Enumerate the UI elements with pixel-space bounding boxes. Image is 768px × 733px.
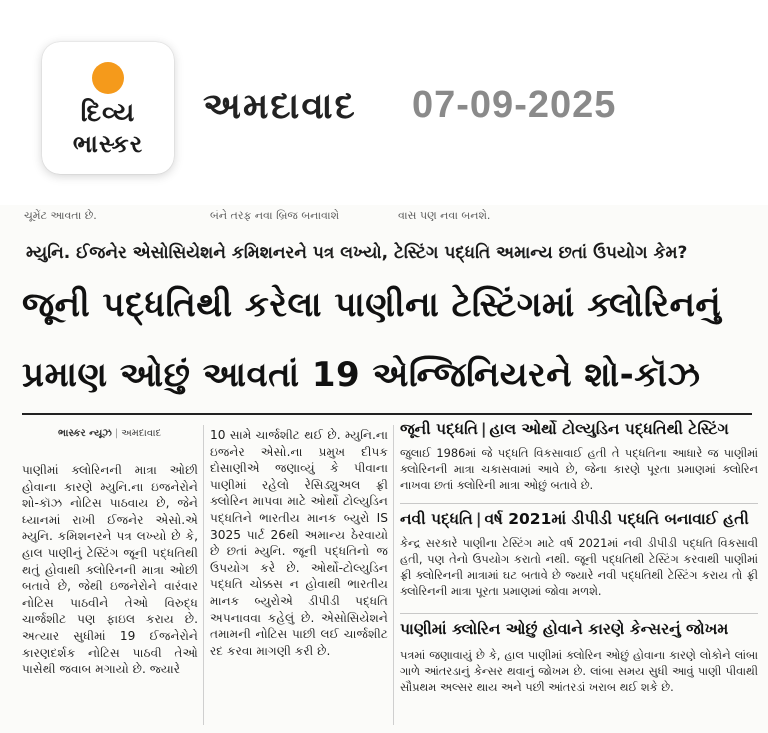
column-divider: [203, 425, 204, 725]
sidebar-heading-sub: હાલ ઓર્થો ટોલ્યુડિન પદ્ધતિથી ટેસ્ટિંગ: [489, 420, 729, 438]
sidebar-text-cancer-risk: પત્રમાં જણાવાયું છે કે, હાલ પાણીમાં ક્લોરિન ઓછું હોવાના કારણે લોકોને લાંબા ગાળે આંતરડાનું કેન્સર થવાનું જોખમ છે. લાંબા સમય સુધી આવું પાણી પીવાથી સૌપ્રથમ અલ્સર થાય અને પછી આંતરડાં ખરાબ થઈ શકે છે.: [400, 648, 758, 694]
sidebar-heading-cancer-risk: પાણીમાં ક્લોરિન ઓછું હોવાને કારણે કેન્સરનું જોખમ: [400, 620, 729, 638]
cut-fragment: ચૂમેંટ આવતા છે.: [24, 209, 97, 222]
headline-line2: પ્રમાણ ઓછું આવતાં 19 એન્જિનિયરને શો-કૉઝ: [22, 355, 701, 395]
sidebar-heading-sub: વર્ષ 2021માં ડીપીડી પદ્ધતિ બનાવાઈ હતી: [484, 510, 749, 528]
sidebar-text-new-method: કેન્દ્ર સરકારે પાણીના ટેસ્ટિંગ માટે વર્ષ 2021માં નવી ડીપીડી પદ્ધતિ વિકસાવી હતી, પણ તેનો ઉપયોગ કરાતો નથી. જૂની પદ્ધતિથી ટેસ્ટિંગ કરવાથી પાણીમાં ફ્રી ક્લોરિનની માત્રામાં ઘટ બતાવે છે જ્યારે નવી પદ્ધતિથી ટેસ્ટિંગ કરાય તો ફ્રી ક્લોરિનની માત્રા પૂરતા પ્રમાણમાં જોવા મળશે.: [400, 536, 758, 598]
sidebar-text-old-method: જુલાઈ 1986માં જે પદ્ધતિ વિકસાવાઈ હતી તે પદ્ધતિના આધારે જ પાણીમાં ક્લોરિનની માત્રા ચકાસવામાં આવે છે, જેના કારણે પૂરતા પ્રમાણમાં ક્લોરિન નાખવા છતાં ક્લોરિની માત્રા ઓછું બતાવે છે.: [400, 446, 758, 492]
article-column-1: પાણીમાં ક્લોરિનની માત્રા ઓછી હોવાના કારણે મ્યુનિ.ના ઇજનેરોને શો-કૉઝ નોટિસ પાઠવાય છે, જેને ધ્યાનમાં રાખી ઈજનેર એસો.એ મ્યુનિ. કમિશનરને પત્ર લખ્યો છે કે, હાલ પાણીનું ટેસ્ટિંગ જૂની પદ્ધતિથી થતું હોવાથી ક્લોરિનની માત્રા ઓછી બતાવે છે, જેથી ઇજનેરોને વારંવાર નોટિસ પાઠવીને તેઓ વિરુદ્ધ ચાર્જશીટ પણ ફાઇલ કરાય છે. અત્યાર સુધીમાં 19 ઈજનેરોને કારણદર્શક નોટિસ પાઠવી તેઓ પાસેથી જવાબ મગાયો છે. જ્યારે: [22, 463, 198, 677]
cut-fragment: વાસ પણ નવા બનશે.: [398, 209, 491, 222]
divya-bhaskar-logo: [42, 42, 174, 174]
sun-icon: [92, 62, 124, 94]
headline-rule: [22, 413, 752, 415]
sidebar-heading-new-method: નવી પદ્ધતિ | વર્ષ 2021માં ડીપીડી પદ્ધતિ બનાવાઈ હતી: [400, 510, 749, 528]
logo-text-line1: દિવ્ય: [80, 98, 136, 128]
byline-source: ભાસ્કર ન્યૂઝ: [58, 428, 112, 439]
sidebar-heading-label: જૂની પદ્ધતિ: [400, 420, 478, 438]
sidebar-heading-label: નવી પદ્ધતિ: [400, 510, 473, 528]
byline-city: અમદાવાદ: [121, 428, 162, 439]
newspaper-clipping: [0, 205, 768, 733]
sidebar-divider: [400, 613, 758, 614]
logo-text-line2: ભાસ્કર: [72, 130, 144, 158]
column-divider: [393, 425, 394, 725]
byline: ભાસ્કર ન્યૂઝ | અમદાવાદ: [58, 428, 162, 439]
article-kicker: મ્યુનિ. ઈજનેર એસોસિયેશને કમિશનરને પત્ર લખ્યો, ટેસ્ટિંગ પદ્ધતિ અમાન્ય છતાં ઉપયોગ કેમ?: [26, 243, 688, 263]
sidebar-heading-old-method: જૂની પદ્ધતિ | હાલ ઓર્થો ટોલ્યુડિન પદ્ધતિથી ટેસ્ટિંગ: [400, 420, 729, 438]
headline-line1: જૂની પદ્ધતિથી કરેલા પાણીના ટેસ્ટિંગમાં ક્લોરિનનું: [22, 285, 722, 325]
sidebar-divider: [400, 503, 758, 504]
article-column-2: 10 સામે ચાર્જશીટ થઈ છે. મ્યુનિ.ના ઇજનેર એસો.ના પ્રમુખ દીપક દોસાણીએ જણાવ્યું કે પીવાના પાણીમાં રહેલો રેસિડ્યુઅલ ફ્રી ક્લોરિન માપવા માટે ઓર્થો ટોલ્યુડિન પદ્ધતિને ભારતીય માનક બ્યુરો IS 3025 પાર્ટ 26થી અમાન્ય ઠેરવાયો છે છતાં મ્યુનિ. જૂની પદ્ધતિનો જ ઉપયોગ કરે છે. ઓર્થો-ટોલ્યુડિન પદ્ધતિ ચોક્કસ ન હોવાથી ભારતીય માનક બ્યુરોએ ડીપીડી પદ્ધતિ અપનાવવા કહેલું છે. એસોસિયેશને તમામની નોટિસ પાછી લઈ ચાર્જશીટ રદ કરવા માગણી કરી છે.: [210, 428, 388, 658]
edition-city: અમદાવાદ: [203, 86, 357, 127]
edition-date: 07-09-2025: [412, 84, 617, 126]
cut-fragment: બંને તરફ નવા બ્રિજ બનાવાશે: [210, 209, 340, 222]
